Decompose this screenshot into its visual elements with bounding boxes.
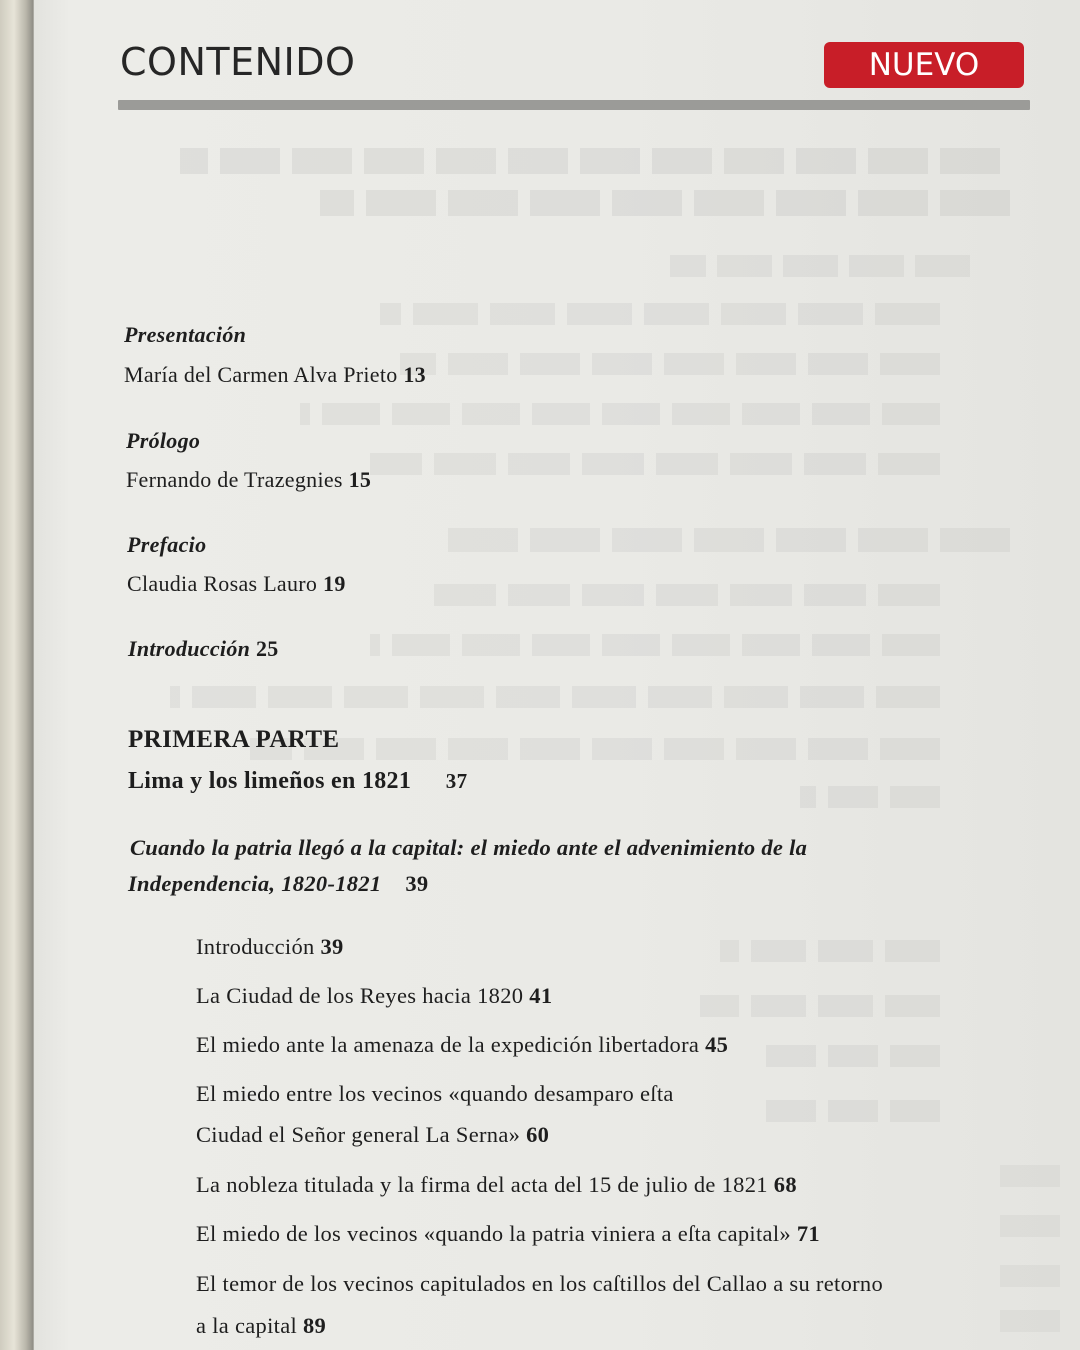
toc-section-line1: El miedo entre los vecinos «quando desamparo eſta [196,1081,674,1106]
section-title: El miedo de los vecinos «quando la patria viniera a eſta capital» [196,1221,791,1246]
chapter-title-end: Independencia, 1820-1821 [128,871,382,896]
chapter-title-line2 [128,871,428,897]
toc-prologo-author [126,467,371,493]
section-title: La Ciudad de los Reyes hacia 1820 [196,983,524,1008]
part-title-line [128,768,467,795]
toc-presentacion-author [124,362,426,388]
page-number: 60 [526,1122,550,1147]
author-name: Claudia Rosas Lauro [127,571,318,596]
page-number: 25 [256,636,279,661]
chapter-title-line1: Cuando la patria llegó a la capital: el miedo ante el advenimiento de la [130,835,808,860]
new-badge: NUEVO [824,42,1024,88]
toc-introduccion [128,636,279,662]
page-number: 37 [445,769,468,793]
page-number: 68 [773,1172,797,1197]
page-number: 71 [796,1221,820,1246]
title-underline [118,100,1030,110]
toc-section [196,1032,728,1058]
page-number: 39 [405,871,429,896]
page-number: 39 [320,934,344,959]
page-number: 19 [323,571,346,596]
author-name: María del Carmen Alva Prieto [124,362,398,387]
page-number: 89 [302,1313,327,1338]
section-title: La nobleza titulada y la firma del acta del 15 de julio de 1821 [196,1172,768,1197]
toc-section-line2 [196,1122,549,1148]
page-number: 13 [403,362,426,387]
page-number: 41 [529,983,553,1008]
toc-section-line1: El temor de los vecinos capitulados en los caſtillos del Callao a su retorno [196,1271,884,1296]
part-title: Lima y los limeños en 1821 [128,768,412,794]
toc-section [196,983,552,1009]
toc-section [196,1221,820,1247]
section-title: Introducción [196,934,315,959]
toc-prefacio-author [127,571,346,597]
book-spine [0,0,34,1350]
section-title: Introducción [128,636,251,661]
page-number: 15 [348,467,372,492]
toc-prologo-title: Prólogo [126,428,201,453]
toc-presentacion-title: Presentación [124,322,247,347]
section-title: El miedo ante la amenaza de la expedición libertadora [196,1032,700,1057]
section-title-end: a la capital [196,1313,298,1338]
section-title-end: Ciudad el Señor general La Serna» [196,1122,521,1147]
toc-section [196,1172,797,1198]
page-number: 45 [705,1032,729,1057]
toc-section [196,934,344,960]
page-title: CONTENIDO [120,40,356,84]
part-label: PRIMERA PARTE [128,726,340,753]
toc-section-line2 [196,1313,326,1339]
author-name: Fernando de Trazegnies [126,467,343,492]
toc-prefacio-title: Prefacio [127,532,207,557]
